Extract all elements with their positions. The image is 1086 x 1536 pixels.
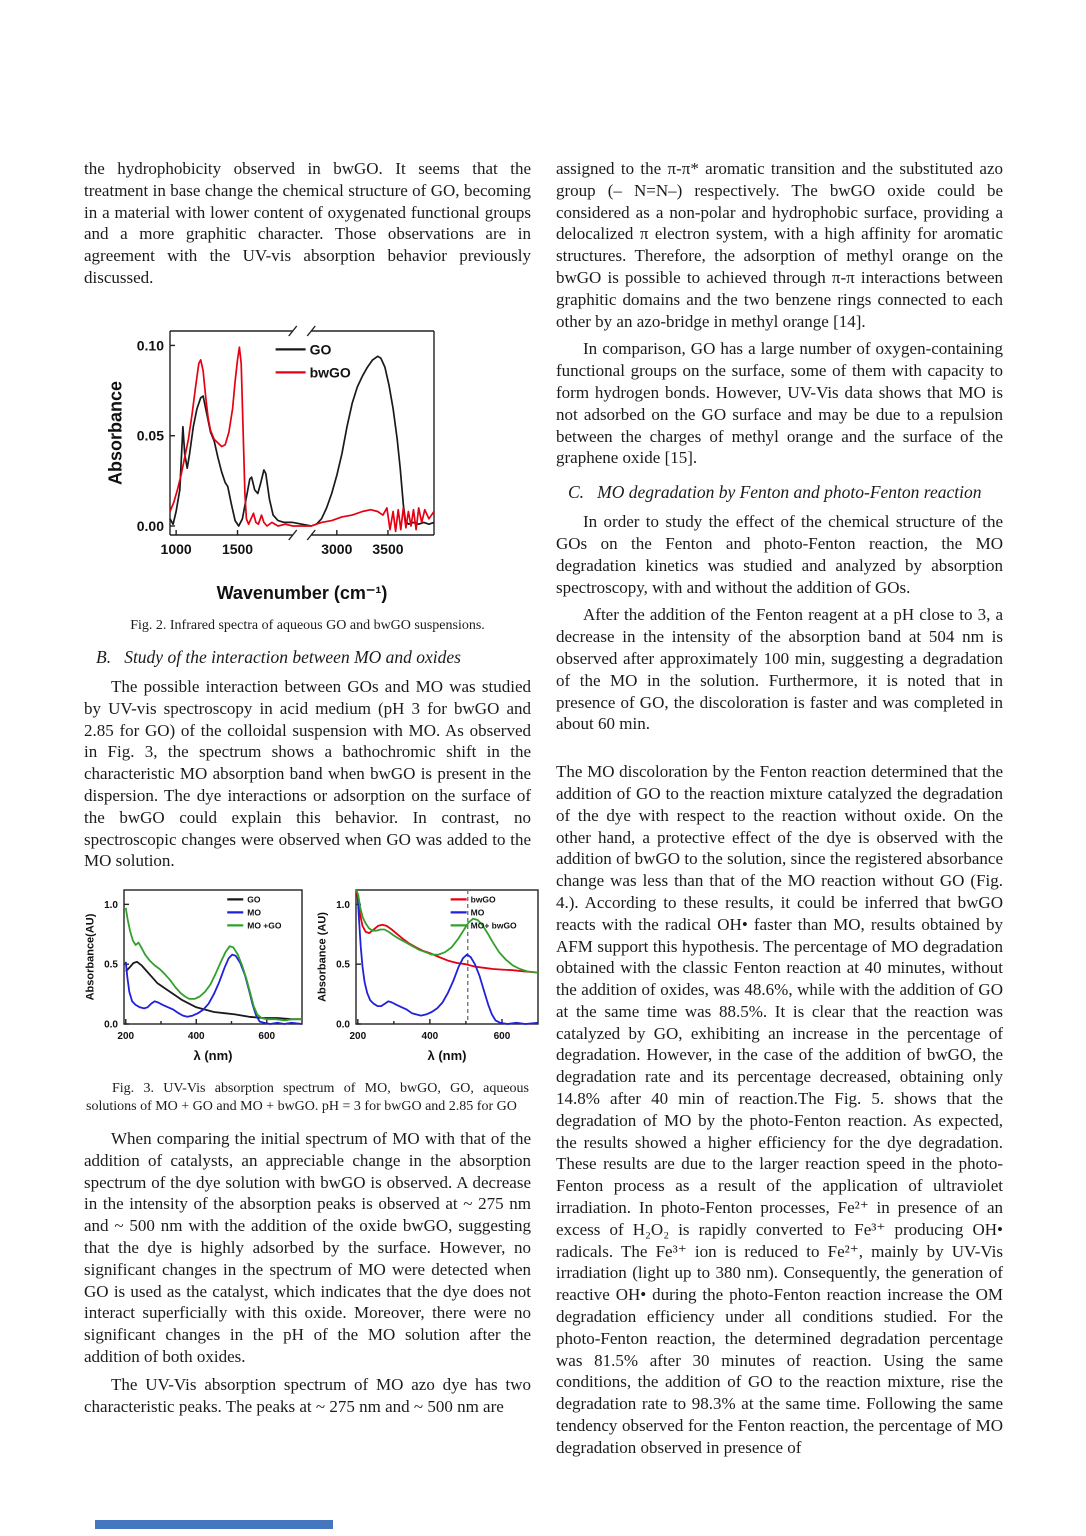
svg-text:MO+ bwGO: MO+ bwGO	[470, 920, 517, 931]
svg-text:0.05: 0.05	[136, 427, 164, 444]
fig3-uvvis-chart-bwgo	[316, 882, 546, 1074]
svg-text:400: 400	[421, 1031, 439, 1043]
svg-text:0.10: 0.10	[136, 337, 164, 354]
figure-3	[84, 882, 531, 1074]
paragraph: When comparing the initial spectrum of MO with that of the addition of catalysts, an appreciable change in the absorption spectrum of the dye solution with bwGO is observed. A decrease in the intensity of the absorption peaks is observed at ~ 275 nm and ~ 500 nm with the addition of the oxide bwGO, suggesting that the dye is highly adsorbed by the surface. However, no significant changes in the spectrum of MO were detected when GO is used as the catalyst, which indicates that the dye does not interact superficially with this oxide. Moreover, there were no significant changes in the pH of the MO solution after the addition of both oxides.	[84, 1129, 531, 1367]
svg-text:0.0: 0.0	[104, 1019, 118, 1031]
svg-text:1.0: 1.0	[336, 900, 350, 912]
svg-text:1500: 1500	[221, 540, 254, 557]
svg-text:λ (nm): λ (nm)	[427, 1048, 467, 1064]
figure-3-caption: Fig. 3. UV-Vis absorption spectrum of MO, bwGO, GO, aqueous solutions of MO + GO and MO + bwGO. pH = 3 for bwGO and 2.85 for GO	[86, 1081, 529, 1115]
svg-text:Wavenumber (cm⁻¹): Wavenumber (cm⁻¹)	[216, 582, 388, 603]
svg-text:λ (nm): λ (nm)	[193, 1048, 233, 1064]
paragraph: The UV-Vis absorption spectrum of MO azo dye has two characteristic peaks. The peaks at ~ 275 nm and ~ 500 nm are	[84, 1374, 531, 1416]
svg-text:bwGO: bwGO	[470, 894, 496, 905]
paragraph: The MO discoloration by the Fenton reaction determined that the addition of GO to the reaction mixture catalyzed the degradation of the dye with respect to the reaction without oxide. On the other hand, a protective effect of the dye is observed with the addition of bwGO to the solution, since the registered absorbance change was less than that of the MO reaction without GO (Fig. 4.). According to these results, it could be inferred that bwGO reacts with the radical OH• faster than MO, results obtained by AFM support this hypothesis. The percentage of MO degradation obtained with the classic Fenton reaction at 40 minutes, without the addition of oxides, was 48.6%, while with the addition of GO at the same time was 88.5%. It is clear that the reaction was catalyzed by GO, exhibiting an increase in the percentage of degradation. However, in the case of the addition of bwGO, the degradation rate and its percentage decreased, obtaining only 14.8% after 40 min of reaction.The Fig. 5. shows that the degradation of MO by the photo-Fenton reaction. As expected, the results showed a higher efficiency for the dye degradation. These results are due to the larger reaction speed in the photo-Fenton process as a result of the application of ultraviolet irradiation. In photo-Fenton processes, Fe²⁺ in presence of an excess of H₂O₂ is rapidly converted to Fe³⁺ producing OH• radicals. The Fe³⁺ ion is reduced to Fe²⁺, mainly by UV-Vis irradiation (light up to 380 nm). Consequently, the generation of reactive OH• during the photo-Fenton reaction increase the OM degradation efficiency under all conditions studied. For the photo-Fenton reaction, the determined degradation percentage was 81.5% after 30 minutes of reaction. Using the same conditions, the addition of GO to the reaction mixture, rise the degradation rate to 98.3% at the same time. Following the same tendency observed for the Fenton reaction, the percentage of MO degradation observed in presence of	[556, 762, 1003, 1457]
paragraph: the hydrophobicity observed in bwGO. It seems that the treatment in base change the chemical structure of GO, becoming in a material with lower content of oxygenated functional groups and a more graphitic character. Those observations are in agreement with the UV-vis absorption behavior previously discussed.	[84, 159, 531, 287]
paragraph: After the addition of the Fenton reagent at a pH close to 3, a decrease in the intensity of the absorption band at 504 nm is observed after approximately 100 min, suggesting a degradation of the MO in the solution. Furthermore, it is noted that in presence of GO, the discoloration is faster and was completed in about 60 min.	[556, 605, 1003, 734]
svg-text:600: 600	[258, 1031, 276, 1043]
svg-text:Absorbance: Absorbance	[106, 380, 126, 485]
figure-2-caption: Fig. 2. Infrared spectra of aqueous GO and bwGO suspensions.	[130, 617, 485, 633]
bottom-blue-bar	[95, 1520, 333, 1529]
svg-text:MO: MO	[470, 907, 485, 918]
paragraph: In order to study the effect of the chemical structure of the GOs on the Fenton and photo-Fenton reaction, the MO degradation kinetics was studied and analyzed by absorption spectroscopy, with and without the addition of GOs.	[556, 512, 1003, 597]
fig2-ir-spectra-chart	[106, 315, 446, 613]
fig3-uvvis-chart-go	[84, 882, 310, 1074]
svg-text:GO: GO	[247, 894, 261, 905]
svg-text:3500: 3500	[372, 540, 404, 557]
svg-text:Absorbance(AU): Absorbance(AU)	[84, 913, 97, 1001]
svg-text:0.5: 0.5	[336, 959, 350, 971]
paragraph: assigned to the π-π* aromatic transition and the substituted azo group (– N=N–) respectively. The bwGO oxide could be considered as a non-polar and hydrophobic surface, providing a delocalized π electron system, with a high affinity for aromatic structures. Therefore, the adsorption of methyl orange on the bwGO is possible to achieved through π-π interactions between graphitic domains and the two benzene rings connected to each other by an azo-bridge in methyl orange [14].	[556, 159, 1003, 331]
svg-text:200: 200	[349, 1031, 367, 1043]
svg-text:0.5: 0.5	[104, 959, 118, 971]
figure-2	[106, 315, 446, 613]
svg-text:GO: GO	[309, 341, 332, 358]
section-heading-b: B. Study of the interaction between MO and oxides	[96, 647, 461, 668]
svg-text:600: 600	[493, 1031, 511, 1043]
svg-text:3000: 3000	[321, 540, 353, 557]
paragraph: The possible interaction between GOs and MO was studied by UV-vis spectroscopy in acid medium (pH 3 for bwGO and 2.85 for GO) of the colloidal suspension with MO. As observed in Fig. 3, the spectrum shows a bathochromic shift in the characteristic MO absorption band when bwGO is present in the dispersion. The dye interactions or adsorption on the surface of the bwGO could explain this behavior. In contrast, no spectroscopic changes were observed when GO was added to the MO solution.	[84, 677, 531, 871]
svg-text:MO +GO: MO +GO	[247, 920, 282, 931]
svg-text:Absorbance (AU): Absorbance (AU)	[316, 912, 329, 1003]
svg-text:1000: 1000	[160, 540, 192, 557]
svg-text:0.00: 0.00	[136, 517, 164, 534]
svg-text:200: 200	[117, 1031, 135, 1043]
right-column	[556, 158, 1003, 1465]
left-column	[84, 158, 531, 1423]
svg-text:400: 400	[187, 1031, 205, 1043]
paragraph: In comparison, GO has a large number of oxygen-containing functional groups on the surface, some of them with capacity to form hydrogen bonds. However, UV-Vis data shows that MO is not adsorbed on the GO surface and may be due to a repulsion between the charges of methyl orange and the surface of the graphene oxide [15].	[556, 339, 1003, 468]
section-heading-c: C. MO degradation by Fenton and photo-Fenton reaction	[568, 482, 982, 503]
svg-text:MO: MO	[247, 907, 261, 918]
svg-text:bwGO: bwGO	[309, 364, 351, 381]
svg-text:0.0: 0.0	[336, 1019, 350, 1031]
svg-text:1.0: 1.0	[104, 900, 118, 912]
